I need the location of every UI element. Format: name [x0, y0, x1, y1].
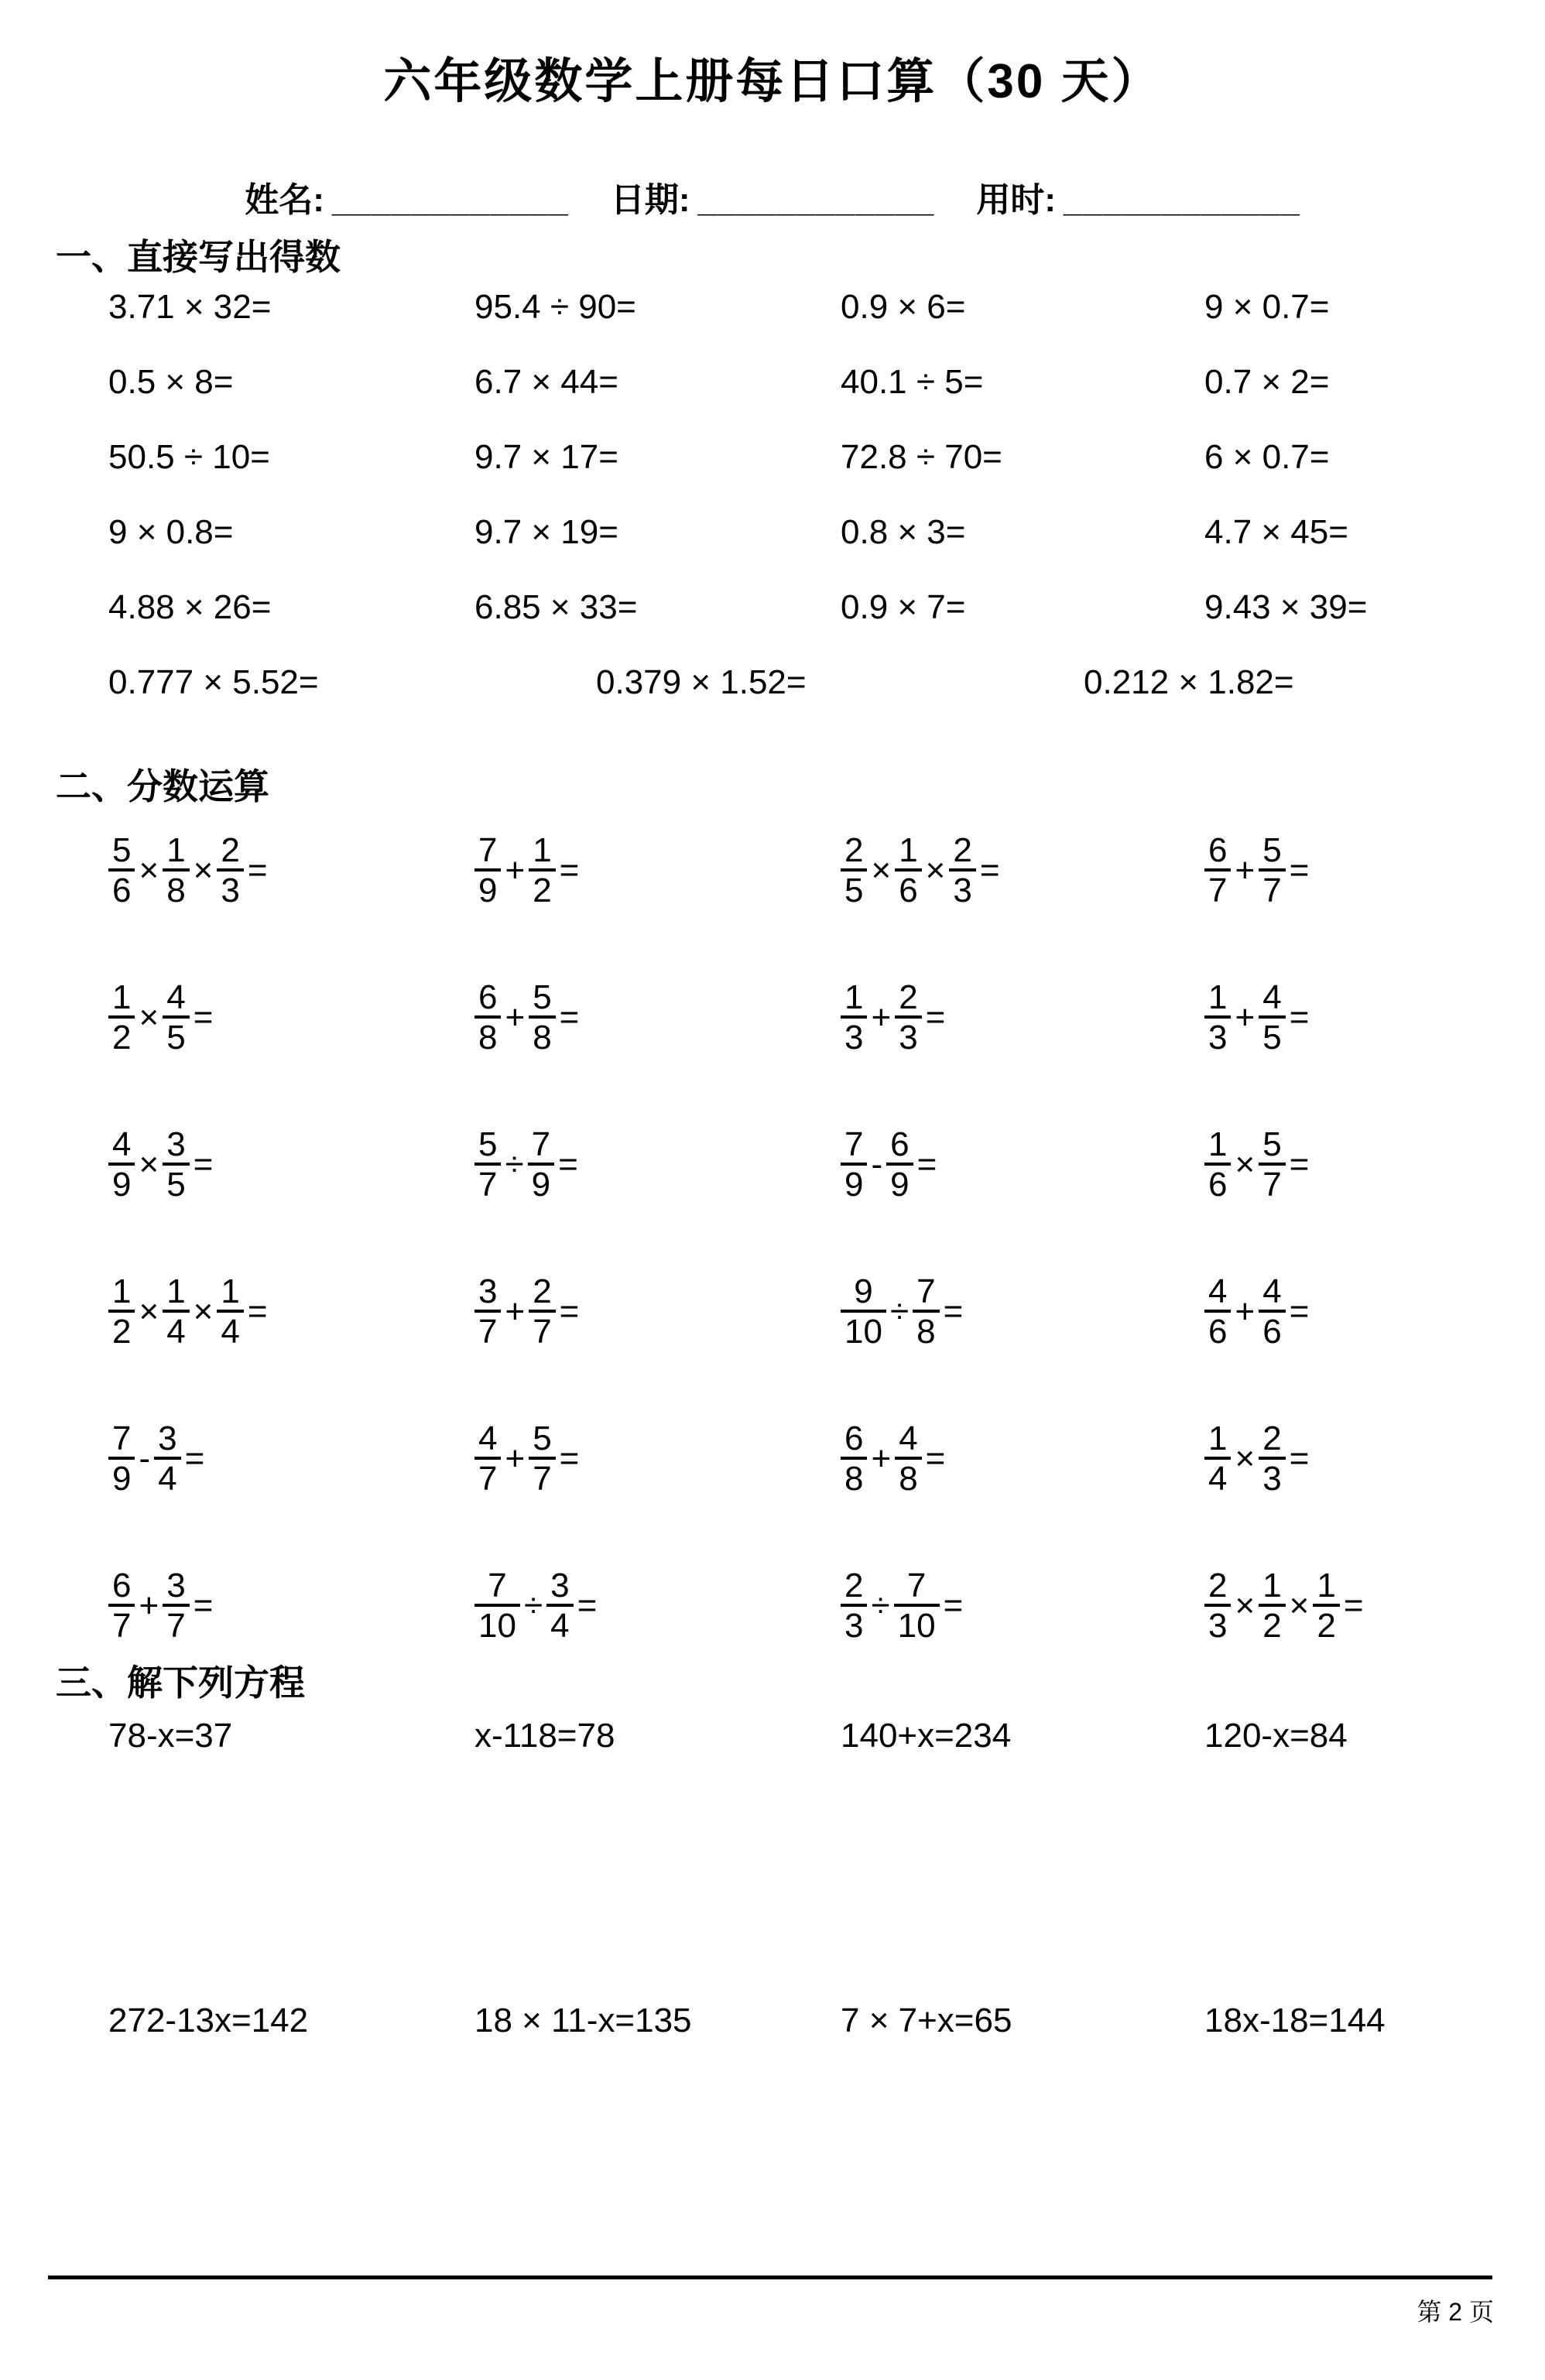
fraction-problem [108, 1421, 474, 1497]
numerator: 5 [478, 1125, 498, 1163]
numerator: 3 [550, 1566, 570, 1604]
operator: = [193, 998, 214, 1036]
fraction [1204, 1421, 1231, 1497]
denominator: 8 [163, 868, 189, 909]
fraction [1204, 1568, 1231, 1644]
operator: + [1235, 851, 1256, 889]
fraction [529, 830, 555, 909]
operator: - [871, 1145, 883, 1183]
name-label: 姓名: [245, 181, 324, 219]
fraction [529, 1274, 555, 1350]
numerator: 7 [488, 1566, 507, 1604]
fraction-problem [841, 830, 1204, 909]
denominator: 3 [895, 1015, 921, 1056]
fraction [886, 1127, 913, 1203]
denominator: 8 [913, 1310, 939, 1350]
denominator: 6 [1204, 1310, 1231, 1350]
numerator: 3 [166, 1566, 186, 1604]
denominator: 5 [841, 868, 867, 909]
fraction [1259, 830, 1285, 909]
fraction-problem [841, 980, 1204, 1056]
fraction-problem [108, 1274, 474, 1350]
numerator: 7 [478, 830, 498, 869]
fraction [1204, 1127, 1231, 1203]
denominator: 9 [528, 1163, 554, 1203]
problem: 0.379 × 1.52= [596, 663, 807, 701]
denominator: 3 [1259, 1457, 1285, 1497]
problem: 18x-18=144 [1204, 2002, 1386, 2039]
fraction [529, 980, 555, 1056]
operator: = [1289, 1293, 1310, 1330]
operator: + [871, 1440, 892, 1478]
operator: = [247, 1293, 268, 1330]
operator: × [925, 851, 946, 889]
numerator: 2 [1208, 1566, 1228, 1604]
operator: - [139, 1440, 151, 1478]
fraction [474, 830, 501, 909]
fraction-problem [841, 1421, 1204, 1497]
footer-divider [48, 2276, 1492, 2279]
operator: + [139, 1587, 159, 1625]
operator: + [1235, 998, 1256, 1036]
numerator: 7 [844, 1125, 864, 1163]
problem: 9 × 0.8= [108, 513, 234, 551]
numerator: 1 [221, 1272, 240, 1310]
numerator: 6 [112, 1566, 132, 1604]
problem: 0.8 × 3= [841, 513, 966, 551]
fraction-problem-grid [108, 797, 1437, 1680]
fraction [895, 830, 921, 909]
denominator: 10 [474, 1604, 520, 1644]
fraction [841, 1127, 867, 1203]
numerator: 2 [844, 830, 864, 869]
operator: = [916, 1145, 937, 1183]
denominator: 7 [1259, 868, 1285, 909]
fraction-problem [1204, 1127, 1437, 1203]
fraction-problem [474, 1127, 841, 1203]
problem: 6.7 × 44= [474, 363, 618, 401]
denominator: 10 [841, 1310, 886, 1350]
fraction [1204, 1274, 1231, 1350]
problem: 120-x=84 [1204, 1717, 1348, 1755]
name-blank: ____________ [331, 181, 569, 219]
oral-problem-last-row [108, 663, 1437, 738]
date-label: 日期: [610, 181, 690, 219]
fraction [217, 830, 243, 909]
operator: ÷ [871, 1587, 890, 1625]
fraction [108, 1127, 135, 1203]
numerator: 2 [221, 830, 240, 869]
denominator: 5 [1259, 1015, 1285, 1056]
denominator: 2 [108, 1015, 135, 1056]
problem: 72.8 ÷ 70= [841, 438, 1002, 476]
problem: 0.9 × 6= [841, 288, 966, 326]
fraction-problem [841, 1568, 1204, 1644]
numerator: 9 [854, 1272, 873, 1310]
operator: = [559, 1440, 580, 1478]
operator: + [505, 1440, 526, 1478]
denominator: 9 [886, 1163, 913, 1203]
problem: 95.4 ÷ 90= [474, 288, 636, 326]
numerator: 5 [1262, 830, 1282, 869]
numerator: 7 [112, 1419, 132, 1457]
fraction [474, 1421, 501, 1497]
fraction-problem [474, 980, 841, 1056]
problem: 6 × 0.7= [1204, 438, 1330, 476]
fraction [163, 980, 189, 1056]
problem: 0.777 × 5.52= [108, 663, 319, 701]
denominator: 7 [163, 1604, 189, 1644]
time-blank: ____________ [1064, 181, 1300, 219]
numerator: 2 [844, 1566, 864, 1604]
fraction [529, 1421, 555, 1497]
fraction-problem [108, 980, 474, 1056]
denominator: 8 [474, 1015, 501, 1056]
operator: + [505, 1293, 526, 1330]
fraction-problem [108, 830, 474, 909]
denominator: 9 [108, 1457, 135, 1497]
operator: = [559, 851, 580, 889]
operator: = [184, 1440, 205, 1478]
fraction [163, 1568, 189, 1644]
problem: 50.5 ÷ 10= [108, 438, 270, 476]
denominator: 4 [546, 1604, 573, 1644]
time-label: 用时: [976, 181, 1057, 219]
fraction [474, 1568, 520, 1644]
fraction-problem [1204, 1568, 1437, 1644]
operator: × [139, 851, 159, 889]
fraction-problem [1204, 830, 1437, 909]
numerator: 2 [1262, 1419, 1282, 1457]
numerator: 1 [166, 1272, 186, 1310]
fraction-problem [474, 1421, 841, 1497]
numerator: 7 [531, 1125, 551, 1163]
numerator: 1 [112, 978, 132, 1016]
fraction [163, 1274, 189, 1350]
fraction [217, 1274, 243, 1350]
denominator: 5 [163, 1163, 189, 1203]
denominator: 2 [1259, 1604, 1285, 1644]
fraction-problem [474, 1568, 841, 1644]
denominator: 3 [949, 868, 975, 909]
fraction [108, 1421, 135, 1497]
fraction [1259, 1421, 1285, 1497]
numerator: 5 [112, 830, 132, 869]
numerator: 2 [953, 830, 972, 869]
problem: 7 × 7+x=65 [841, 2002, 1012, 2039]
numerator: 1 [844, 978, 864, 1016]
fraction [841, 830, 867, 909]
fraction [841, 1274, 886, 1350]
denominator: 7 [474, 1310, 501, 1350]
operator: = [193, 1145, 214, 1183]
fraction [1204, 980, 1231, 1056]
problem: 3.71 × 32= [108, 288, 272, 326]
fraction [154, 1421, 180, 1497]
numerator: 6 [844, 1419, 864, 1457]
denominator: 2 [108, 1310, 135, 1350]
numerator: 6 [890, 1125, 910, 1163]
denominator: 9 [841, 1163, 867, 1203]
fraction [474, 1127, 501, 1203]
fraction [949, 830, 975, 909]
problem: 6.85 × 33= [474, 588, 638, 626]
fraction-problem [108, 1568, 474, 1644]
operator: × [139, 1293, 159, 1330]
denominator: 10 [894, 1604, 940, 1644]
fraction-problem [474, 830, 841, 909]
fraction-problem [474, 1274, 841, 1350]
denominator: 3 [841, 1604, 867, 1644]
fraction [108, 980, 135, 1056]
info-line [0, 172, 1545, 221]
operator: × [871, 851, 892, 889]
oral-problem-grid [108, 288, 1437, 663]
fraction [841, 1421, 867, 1497]
fraction [1204, 830, 1231, 909]
fraction [1313, 1568, 1339, 1644]
problem: 4.88 × 26= [108, 588, 272, 626]
operator: = [1289, 1145, 1310, 1183]
problem: 9 × 0.7= [1204, 288, 1330, 326]
problem: 9.7 × 19= [474, 513, 618, 551]
denominator: 3 [1204, 1604, 1231, 1644]
denominator: 6 [895, 868, 921, 909]
denominator: 6 [1204, 1163, 1231, 1203]
problem: 0.5 × 8= [108, 363, 234, 401]
operator: × [139, 998, 159, 1036]
operator: = [559, 998, 580, 1036]
numerator: 3 [158, 1419, 177, 1457]
denominator: 3 [841, 1015, 867, 1056]
denominator: 8 [841, 1457, 867, 1497]
denominator: 7 [108, 1604, 135, 1644]
problem: 272-13x=142 [108, 2002, 309, 2039]
denominator: 5 [163, 1015, 189, 1056]
numerator: 4 [478, 1419, 498, 1457]
denominator: 8 [895, 1457, 921, 1497]
denominator: 7 [529, 1457, 555, 1497]
fraction [474, 1274, 501, 1350]
fraction-problem [1204, 980, 1437, 1056]
numerator: 1 [1208, 1125, 1228, 1163]
page-number: 第 2 页 [1417, 2298, 1494, 2326]
fraction [894, 1568, 940, 1644]
fraction [1259, 1127, 1285, 1203]
operator: × [1235, 1145, 1256, 1183]
numerator: 1 [1208, 978, 1228, 1016]
section-heading-fractions: 二、分数运算 [56, 766, 269, 806]
numerator: 1 [533, 830, 552, 869]
denominator: 6 [108, 868, 135, 909]
fraction [895, 980, 921, 1056]
fraction [108, 830, 135, 909]
operator: = [1289, 998, 1310, 1036]
problem: 0.212 × 1.82= [1084, 663, 1294, 701]
numerator: 1 [112, 1272, 132, 1310]
section-heading-equations: 三、解下列方程 [56, 1663, 305, 1703]
denominator: 7 [529, 1310, 555, 1350]
numerator: 6 [478, 978, 498, 1016]
operator: = [943, 1293, 964, 1330]
numerator: 7 [916, 1272, 936, 1310]
fraction [841, 1568, 867, 1644]
denominator: 2 [1313, 1604, 1339, 1644]
operator: = [559, 1293, 580, 1330]
denominator: 3 [217, 868, 243, 909]
numerator: 4 [1262, 1272, 1282, 1310]
fraction-problem [108, 1127, 474, 1203]
operator: ÷ [889, 1293, 910, 1330]
numerator: 1 [1262, 1566, 1282, 1604]
problem: 18 × 11-x=135 [474, 2002, 692, 2039]
numerator: 3 [166, 1125, 186, 1163]
operator: = [979, 851, 1000, 889]
denominator: 9 [474, 868, 501, 909]
denominator: 4 [1204, 1457, 1231, 1497]
problem: 140+x=234 [841, 1717, 1012, 1755]
fraction [1259, 980, 1285, 1056]
fraction-problem [1204, 1274, 1437, 1350]
numerator: 1 [899, 830, 918, 869]
numerator: 7 [906, 1566, 927, 1604]
numerator: 4 [166, 978, 186, 1016]
fraction [108, 1568, 135, 1644]
denominator: 2 [529, 868, 555, 909]
numerator: 1 [1208, 1419, 1228, 1457]
operator: × [1235, 1440, 1256, 1478]
page-title: 六年级数学上册每日口算（30 天） [383, 55, 1162, 108]
denominator: 7 [474, 1457, 501, 1497]
operator: = [1289, 1440, 1310, 1478]
equation-problem-grid [108, 1717, 1437, 2286]
problem: 78-x=37 [108, 1717, 233, 1755]
fraction [1259, 1274, 1285, 1350]
operator: = [193, 1587, 214, 1625]
numerator: 2 [899, 978, 918, 1016]
fraction [895, 1421, 921, 1497]
denominator: 7 [1259, 1163, 1285, 1203]
fraction [163, 830, 189, 909]
numerator: 4 [899, 1419, 918, 1457]
fraction-problem [1204, 1421, 1437, 1497]
denominator: 8 [529, 1015, 555, 1056]
operator: = [925, 998, 946, 1036]
numerator: 2 [533, 1272, 552, 1310]
operator: = [1343, 1587, 1364, 1625]
operator: = [247, 851, 268, 889]
problem: 9.43 × 39= [1204, 588, 1368, 626]
fraction-problem [841, 1274, 1204, 1350]
section-heading-oral: 一、直接写出得数 [56, 237, 341, 277]
operator: ÷ [523, 1587, 543, 1625]
numerator: 1 [166, 830, 186, 869]
operator: + [1235, 1293, 1256, 1330]
operator: + [505, 851, 526, 889]
fraction [913, 1274, 939, 1350]
denominator: 4 [163, 1310, 189, 1350]
denominator: 4 [217, 1310, 243, 1350]
numerator: 1 [1317, 1566, 1336, 1604]
numerator: 5 [533, 1419, 552, 1457]
fraction [474, 980, 501, 1056]
operator: × [139, 1145, 159, 1183]
problem: 40.1 ÷ 5= [841, 363, 984, 401]
operator: + [505, 998, 526, 1036]
fraction [1259, 1568, 1285, 1644]
operator: = [925, 1440, 946, 1478]
denominator: 6 [1259, 1310, 1285, 1350]
denominator: 9 [108, 1163, 135, 1203]
operator: = [1289, 851, 1310, 889]
operator: + [871, 998, 892, 1036]
problem: x-118=78 [474, 1717, 615, 1755]
numerator: 4 [1208, 1272, 1228, 1310]
operator: × [193, 1293, 214, 1330]
operator: = [558, 1145, 578, 1183]
problem: 9.7 × 17= [474, 438, 618, 476]
numerator: 5 [533, 978, 552, 1016]
denominator: 4 [154, 1457, 180, 1497]
fraction [108, 1274, 135, 1350]
fraction [841, 980, 867, 1056]
numerator: 4 [1262, 978, 1282, 1016]
denominator: 3 [1204, 1015, 1231, 1056]
operator: ÷ [505, 1145, 524, 1183]
operator: = [943, 1587, 964, 1625]
date-blank: ____________ [697, 181, 935, 219]
fraction-problem [841, 1127, 1204, 1203]
numerator: 6 [1208, 830, 1228, 869]
numerator: 4 [112, 1125, 132, 1163]
numerator: 3 [478, 1272, 498, 1310]
fraction [528, 1127, 554, 1203]
denominator: 7 [474, 1163, 501, 1203]
fraction [546, 1568, 573, 1644]
operator: × [193, 851, 214, 889]
operator: = [577, 1587, 598, 1625]
problem: 0.7 × 2= [1204, 363, 1330, 401]
operator: × [1289, 1587, 1310, 1625]
denominator: 7 [1204, 868, 1231, 909]
fraction [163, 1127, 189, 1203]
problem: 0.9 × 7= [841, 588, 966, 626]
operator: × [1235, 1587, 1256, 1625]
problem: 4.7 × 45= [1204, 513, 1348, 551]
numerator: 5 [1262, 1125, 1282, 1163]
